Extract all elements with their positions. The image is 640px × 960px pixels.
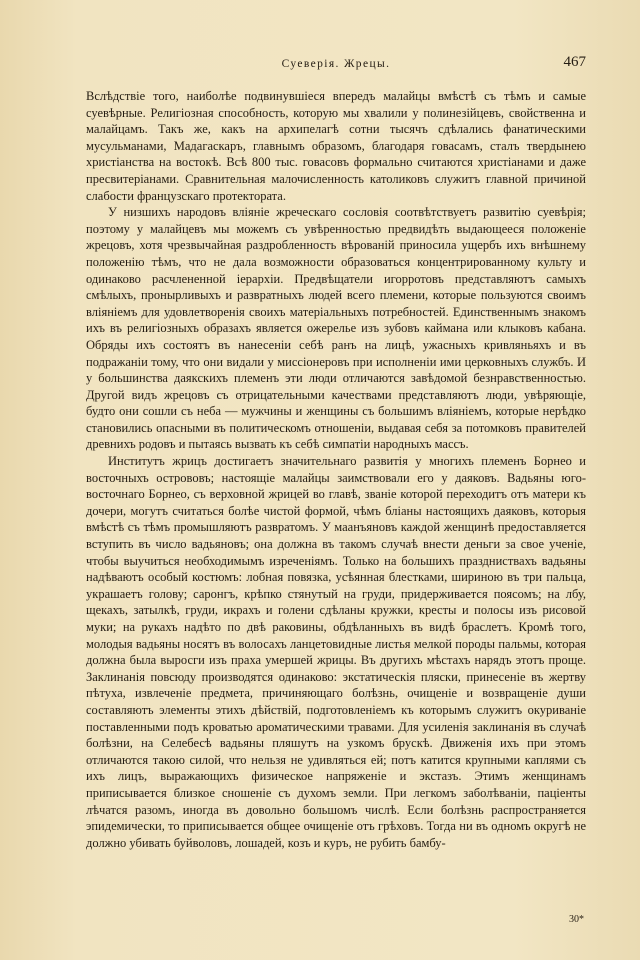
page-number: 467 — [563, 54, 586, 70]
paragraph-3: Институтъ жрицъ достигаетъ значительнаго развитія у многихъ племенъ Борнео и восточныхъ острововъ; настоящіе малайцы заимствовали его у даяковъ. Вадьяны юго-восточнаго Борнео, съ верховной жрицей во главѣ, званіе которой переходитъ отъ матери къ дочери, могутъ считаться болѣе чистой формой, чѣмъ бліаны настоящихъ даяковъ, которыя вмѣстѣ съ тѣмъ промышляютъ развратомъ. У маанъяновъ каждой женщинѣ предоставляется вступить въ число вадьяновъ; она должна въ такомъ случаѣ внести деньги за свое ученіе, чтобы выучиться необходимымъ изреченіямъ. Только на большихъ праздниствахъ вадьяны надѣваютъ особый костюмъ: лобная повязка, усѣянная блестками, шириною въ три пальца, украшаетъ голову; саронгъ, крѣпко стянутый на груди, придерживается поясомъ; на лбу, щекахъ, затылкѣ, груди, икрахъ и голени сдѣланы кружки, кресты и полосы изъ рисовой муки; на рукахъ надѣто по двѣ раковины, обдѣланныхъ въ видѣ браслетъ. Кромѣ того, молодыя вадьяны носятъ въ волосахъ ланцетовидные листья мелкой породы пальмы, которая должна была выросги изъ праха умершей жрицы. Въ другихъ мѣстахъ нарядъ этотъ проще. Заклинанія повсюду производятся одинаково: экстатическія пляски, принесеніе въ жертву пѣтуха, извлеченіе предмета, причиняющаго болѣзнь, очищеніе и возвращеніе души составляютъ элементы этихъ дѣйствій, подготовленіемъ къ которымъ служитъ окуриваніе поставленными подъ кроватью ароматическими травами. Для усиленія заклинанія въ случаѣ болѣзни, на Селебесѣ вадьяны пляшутъ на узкомъ брускѣ. Движенія ихъ при этомъ отличаются такою силой, что нельзя не удивляться ей; потъ катится крупными каплями съ ихъ лицъ, выражающихъ физическое напряженіе и экстазъ. Этимъ женщинамъ приписывается близкое сношеніе съ духомъ земли. При легкомъ заболѣваніи, паціенты лѣчатся разомъ, иногда въ довольно большомъ числѣ. Если болѣзнь распространяется эпидемически, то приписывается общее очищеніе отъ грѣховъ. Тогда ни въ одномъ округѣ не должно убивать буйволовъ, лошадей, козъ и куръ, не рубить бамбу- — [86, 454, 586, 850]
page-header — [86, 54, 586, 76]
paragraph-1: Вслѣдствіе того, наиболѣе подвинувшіеся впередъ малайцы вмѣстѣ съ тѣмъ и самые суевѣрные. Религіозная способность, которую мы хвалили у полинезійцевъ, свойственна и малайцамъ. Такъ же, какъ на архипелагѣ сотни тысячъ сдѣлались фанатическими мусульманами, Мадагаскаръ, главнымъ образомъ, благодаря говасамъ, сталъ твердынею христіанства на востокѣ. Всѣ 800 тыс. говасовъ формально считаются христіанами и даже пресвитеріанами. Сравнительная малочисленность католиковъ служитъ главной причиной слабости французскаго протектората. — [86, 89, 586, 203]
running-title: Суеверія. Жрецы. — [281, 58, 391, 70]
printer-signature: 30* — [569, 914, 584, 925]
page-body — [86, 88, 586, 851]
paragraph-2: У низшихъ народовъ вліяніе жреческаго сословія соотвѣтствуетъ развитію суевѣрія; поэтому у малайцевъ мы можемъ съ увѣренностью предвидѣть выдающееся положеніе жрецовъ, хотя чрезвычайная раздробленность вѣрованій приносила ущербъ ихъ внѣшнему положенію тѣмъ, что не дала возможности образоваться концентрированному культу и одинаково расчлененной іерархіи. Предвѣщатели игорротовъ представляютъ самыхъ смѣлыхъ, пронырливыхъ и развратныхъ людей всего племени, которые пользуются своимъ вліяніемъ для удовлетворенія своихъ матеріальныхъ потребностей. Единственнымъ знакомъ ихъ въ религіозныхъ образахъ является ожерелье изъ зубовъ каймана или клыковъ кабана. Обряды ихъ состоятъ въ нанесеніи себѣ ранъ на лицѣ, ужасныхъ кривляньяхъ и въ подражаніи тому, что они видали у миссіонеровъ при исполненіи ими церковныхъ службъ. И у большинства даякскихъ племенъ эти люди отличаются завѣдомой безнравственностью. Другой видъ жрецовъ съ отрицательными качествами представляютъ люди, увѣряющіе, будто они сошли съ неба — мужчины и женщины съ большимъ вліяніемъ, которые нерѣдко становились опасными въ политическомъ отношеніи, выдавая себя за потомковъ правителей древнихъ родовъ и пытаясь вызвать къ себѣ симпатіи народныхъ массъ. — [86, 205, 586, 452]
